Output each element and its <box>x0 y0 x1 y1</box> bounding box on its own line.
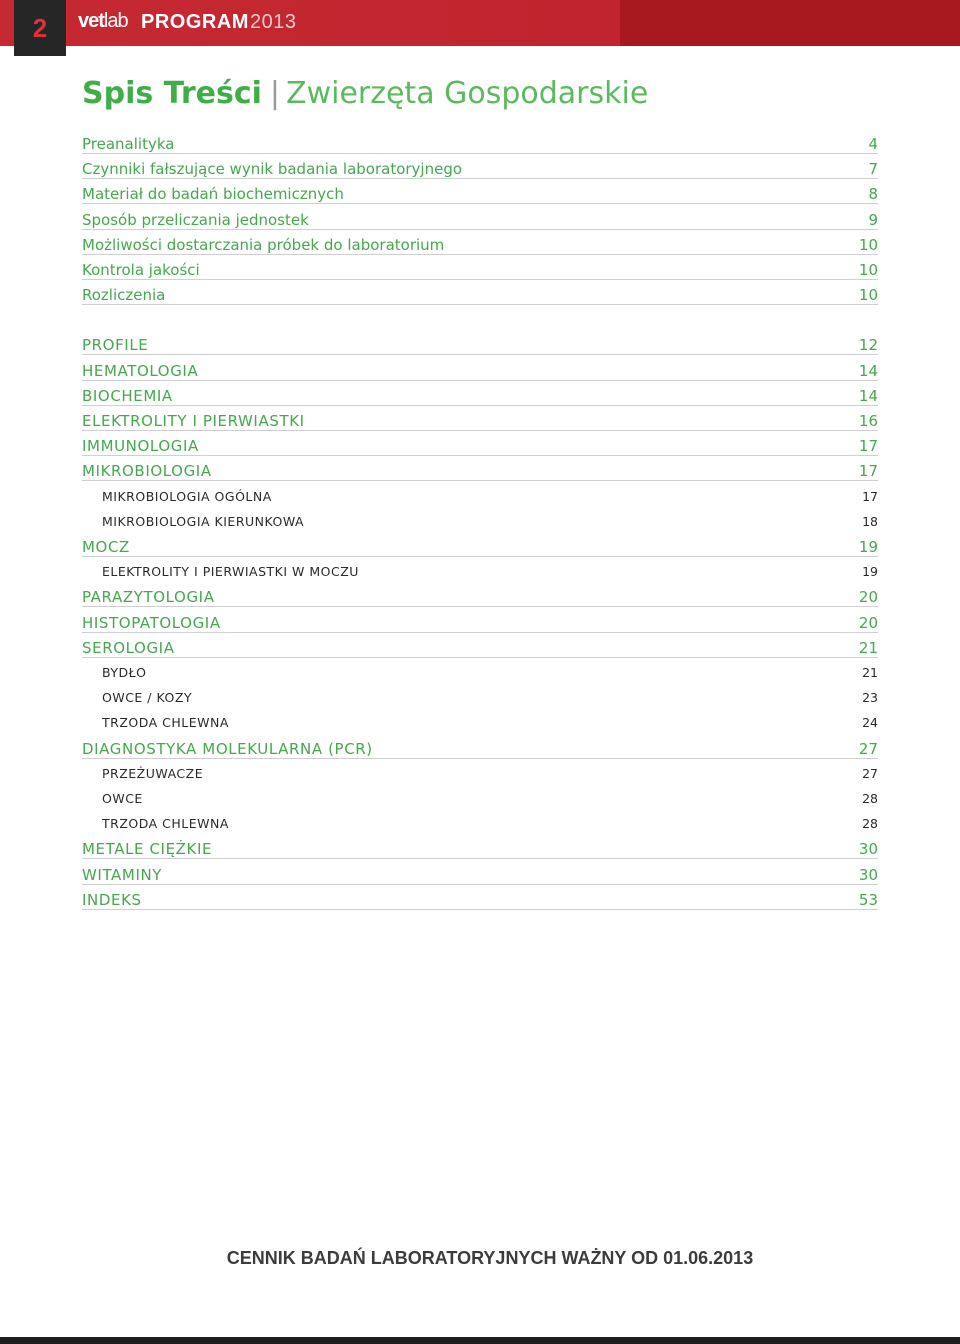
toc-entry-page: 53 <box>858 890 878 909</box>
toc-entry-label: MIKROBIOLOGIA OGÓLNA <box>102 488 272 504</box>
toc-entry-page: 27 <box>862 765 878 781</box>
toc-entry-label: WITAMINY <box>82 865 163 884</box>
toc-subentry[interactable] <box>82 763 878 783</box>
toc-entry-label: DIAGNOSTYKA MOLEKULARNA (PCR) <box>82 739 373 758</box>
toc-entry-page: 30 <box>858 840 878 859</box>
toc-entry-label: SEROLOGIA <box>82 638 175 657</box>
toc-entry-label: HISTOPATOLOGIA <box>82 613 221 632</box>
toc-entry-page: 30 <box>858 865 878 884</box>
page-number-badge <box>14 0 66 56</box>
toc-entry-page: 10 <box>858 261 878 279</box>
toc-entry[interactable] <box>82 460 878 481</box>
toc-entry[interactable] <box>82 637 878 658</box>
toc-entry-page: 19 <box>862 564 878 580</box>
toc-entry-label: PARAZYTOLOGIA <box>82 588 215 607</box>
toc-subentry[interactable] <box>82 561 878 581</box>
toc-subentry[interactable] <box>82 662 878 682</box>
toc-entry[interactable] <box>82 334 878 355</box>
toc-entry-page: 19 <box>858 538 878 556</box>
toc-entry-label: Rozliczenia <box>82 286 166 305</box>
brand-bold: vet <box>78 10 104 32</box>
page-title <box>82 76 648 111</box>
toc-entry-page: 17 <box>858 437 878 456</box>
toc-entry-label: ELEKTROLITY I PIERWIASTKI W MOCZU <box>102 564 359 580</box>
toc-entry-label: PRZEŻUWACZE <box>102 765 204 781</box>
program-title <box>141 11 296 34</box>
toc-entry-label: OWCE / KOZY <box>102 690 193 706</box>
toc-entry[interactable] <box>82 586 878 607</box>
program-label: PROGRAM <box>141 11 249 33</box>
toc-entry-label: INDEKS <box>82 890 142 909</box>
toc-entry[interactable] <box>82 133 878 154</box>
toc-subentry[interactable] <box>82 486 878 506</box>
toc-entry-page: 10 <box>858 286 878 305</box>
footer-bar <box>0 1337 960 1344</box>
toc-entry-label: MIKROBIOLOGIA <box>82 462 212 481</box>
toc-subentry[interactable] <box>82 712 878 732</box>
toc-entry-label: Czynniki fałszujące wynik badania laboratoryjnego <box>82 160 463 179</box>
toc-entry[interactable] <box>82 360 878 381</box>
toc-entry[interactable] <box>82 889 878 910</box>
toc-entry-page: 4 <box>868 135 878 153</box>
toc-entry-page: 21 <box>858 638 878 657</box>
toc-entry-page: 7 <box>868 160 878 179</box>
toc-entry[interactable] <box>82 612 878 633</box>
toc-entry-page: 14 <box>858 361 878 380</box>
toc-entry-page: 17 <box>862 488 878 504</box>
page-number: 2 <box>32 12 48 43</box>
toc-entry-label: Materiał do badań biochemicznych <box>82 185 344 204</box>
toc-entry-label: PROFILE <box>82 336 149 355</box>
toc-entry-page: 9 <box>868 210 878 229</box>
toc-entry-label: HEMATOLOGIA <box>82 361 199 380</box>
toc-entry-label: TRZODA CHLEWNA <box>102 715 229 731</box>
toc-entry[interactable] <box>82 838 878 859</box>
toc-entry-label: BIOCHEMIA <box>82 386 173 405</box>
toc-entry-label: Sposób przeliczania jednostek <box>82 210 309 229</box>
toc-entry-page: 21 <box>862 665 878 680</box>
toc-entry-page: 20 <box>858 613 878 632</box>
toc-entry-label: MOCZ <box>82 538 130 556</box>
toc-entry-page: 28 <box>862 816 878 832</box>
toc-entry[interactable] <box>82 864 878 885</box>
toc-entry[interactable] <box>82 158 878 179</box>
toc-entry[interactable] <box>82 536 878 557</box>
toc-entry[interactable] <box>82 183 878 204</box>
toc-entry[interactable] <box>82 410 878 431</box>
toc-entry-label: ELEKTROLITY I PIERWIASTKI <box>82 412 305 430</box>
toc-entry[interactable] <box>82 284 878 305</box>
title-strong: Spis Treści <box>82 76 262 111</box>
program-year: 2013 <box>249 11 297 33</box>
toc-entry-page: 16 <box>858 412 878 430</box>
toc-subentry[interactable] <box>82 687 878 707</box>
toc-entry-label: BYDŁO <box>102 665 147 680</box>
toc-entry-page: 24 <box>862 715 878 731</box>
toc-entry-page: 12 <box>858 336 878 355</box>
toc-entry-label: Kontrola jakości <box>82 261 200 279</box>
toc-entry-label: Możliwości dostarczania próbek do laboratorium <box>82 235 445 254</box>
toc-entry-label: METALE CIĘŻKIE <box>82 840 213 859</box>
price-list-validity-note: CENNIK BADAŃ LABORATORYJNYCH WAŻNY OD 01.06.2013 <box>226 1248 754 1268</box>
toc-subentry[interactable] <box>82 788 878 808</box>
toc-entry-page: 10 <box>858 235 878 254</box>
brand-light: lab <box>103 10 128 32</box>
toc-entry-page: 23 <box>862 690 878 706</box>
header-shade <box>620 0 960 46</box>
toc-entry-label: Preanalityka <box>82 135 175 153</box>
toc-entry-page: 14 <box>858 386 878 405</box>
toc-entry[interactable] <box>82 738 878 759</box>
title-separator: | <box>269 76 281 111</box>
toc-entry-label: MIKROBIOLOGIA KIERUNKOWA <box>102 513 305 529</box>
toc-entry-label: TRZODA CHLEWNA <box>102 816 229 832</box>
vetlab-logo <box>78 10 128 33</box>
toc-entry-page: 8 <box>868 185 878 204</box>
toc-entry[interactable] <box>82 385 878 406</box>
toc-subentry[interactable] <box>82 511 878 531</box>
toc-entry-page: 17 <box>858 462 878 481</box>
toc-entry-label: OWCE <box>102 791 143 806</box>
toc-entry-page: 18 <box>862 513 878 529</box>
title-subtitle: Zwierzęta Gospodarskie <box>286 76 649 111</box>
toc-entry-page: 20 <box>858 588 878 607</box>
toc-entry[interactable] <box>82 209 878 230</box>
toc-entry-page: 28 <box>862 791 878 806</box>
toc-subentry[interactable] <box>82 813 878 833</box>
toc-entry[interactable] <box>82 234 878 255</box>
toc-entry-page: 27 <box>858 739 878 758</box>
toc-entry-label: IMMUNOLOGIA <box>82 437 199 456</box>
toc-entry[interactable] <box>82 259 878 280</box>
toc-entry[interactable] <box>82 435 878 456</box>
